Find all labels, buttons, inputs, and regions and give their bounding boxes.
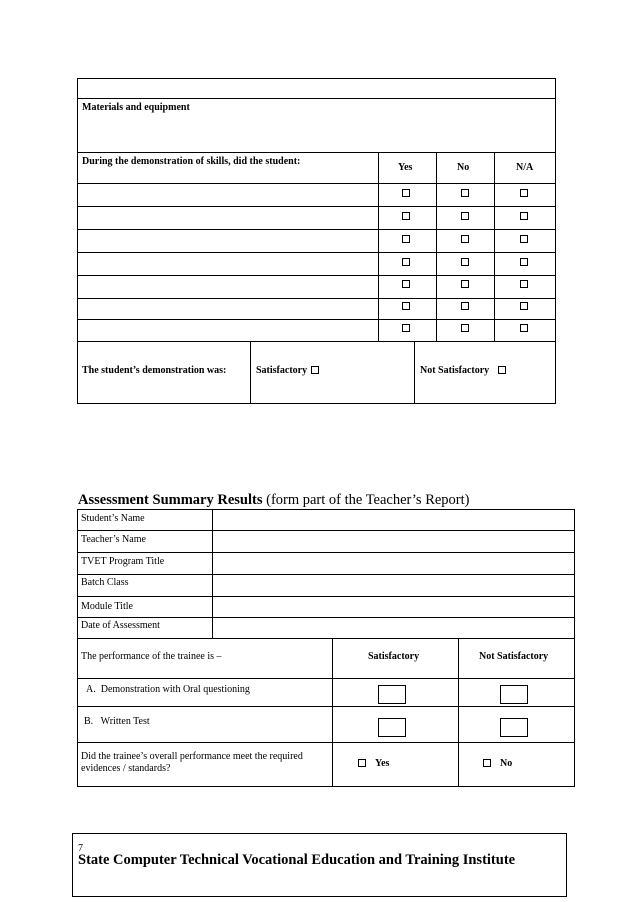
field-date-of-assessment: Date of Assessment [81,620,160,631]
page-number: 7 [78,843,83,854]
col-not-satisfactory: Not Satisfactory [479,651,549,662]
item-a-satisfactory-box[interactable] [378,685,406,704]
yes-checkbox[interactable] [402,280,410,288]
item-b-letter: B. [84,716,94,727]
na-checkbox[interactable] [520,280,528,288]
no-checkbox[interactable] [461,189,469,197]
na-checkbox[interactable] [520,189,528,197]
yes-checkbox[interactable] [402,258,410,266]
summary-heading-rest: (form part of the Teacher’s Report) [262,492,470,508]
item-a-not-satisfactory-box[interactable] [500,685,528,704]
na-checkbox[interactable] [520,324,528,332]
summary-heading [78,492,470,509]
field-batch-class: Batch Class [81,577,129,588]
item-a-letter: A. [86,684,96,695]
overall-yes[interactable] [358,758,389,769]
yes-checkbox[interactable] [358,759,366,767]
col-satisfactory: Satisfactory [368,651,420,662]
no-checkbox[interactable] [483,759,491,767]
overall-no[interactable] [483,758,512,769]
na-checkbox[interactable] [520,212,528,220]
no-checkbox[interactable] [461,302,469,310]
satisfactory-label: Satisfactory [256,365,308,376]
yes-checkbox[interactable] [402,189,410,197]
not-satisfactory-label: Not Satisfactory [420,365,490,376]
institute-name: State Computer Technical Vocational Education and Training Institute [78,852,516,868]
field-students-name: Student’s Name [81,513,145,524]
yes-checkbox[interactable] [402,302,410,310]
item-b-label: Written Test [100,716,150,727]
yes-checkbox[interactable] [402,324,410,332]
not-satisfactory-checkbox[interactable] [498,366,506,374]
yes-checkbox[interactable] [402,212,410,220]
question-label: During the demonstration of skills, did the student: [82,156,301,167]
satisfactory-checkbox[interactable] [311,366,319,374]
demo-label: The student’s demonstration was: [82,365,227,376]
item-a-label: Demonstration with Oral questioning [100,684,250,695]
item-b [84,716,150,727]
no-checkbox[interactable] [461,258,469,266]
no-checkbox[interactable] [461,280,469,288]
na-checkbox[interactable] [520,302,528,310]
no-checkbox[interactable] [461,324,469,332]
demo-satisfactory[interactable] [256,365,319,376]
col-na: N/A [516,162,534,173]
item-b-satisfactory-box[interactable] [378,718,406,737]
field-module-title: Module Title [81,601,133,612]
field-teachers-name: Teacher’s Name [81,534,146,545]
col-no: No [457,162,470,173]
col-yes: Yes [398,162,413,173]
summary-heading-bold: Assessment Summary Results [78,492,263,508]
skills-table-frame [77,78,556,404]
performance-label: The performance of the trainee is – [81,651,222,662]
na-checkbox[interactable] [520,258,528,266]
item-a [86,684,250,695]
no-checkbox[interactable] [461,212,469,220]
item-b-not-satisfactory-box[interactable] [500,718,528,737]
demo-not-satisfactory[interactable] [420,365,506,376]
yes-checkbox[interactable] [402,235,410,243]
no-label: No [500,758,513,769]
materials-label: Materials and equipment [82,102,190,113]
na-checkbox[interactable] [520,235,528,243]
overall-question: Did the trainee’s overall performance meet the required evidences / standards? [81,751,303,774]
yes-label: Yes [375,758,390,769]
no-checkbox[interactable] [461,235,469,243]
field-tvet-program-title: TVET Program Title [81,556,165,567]
